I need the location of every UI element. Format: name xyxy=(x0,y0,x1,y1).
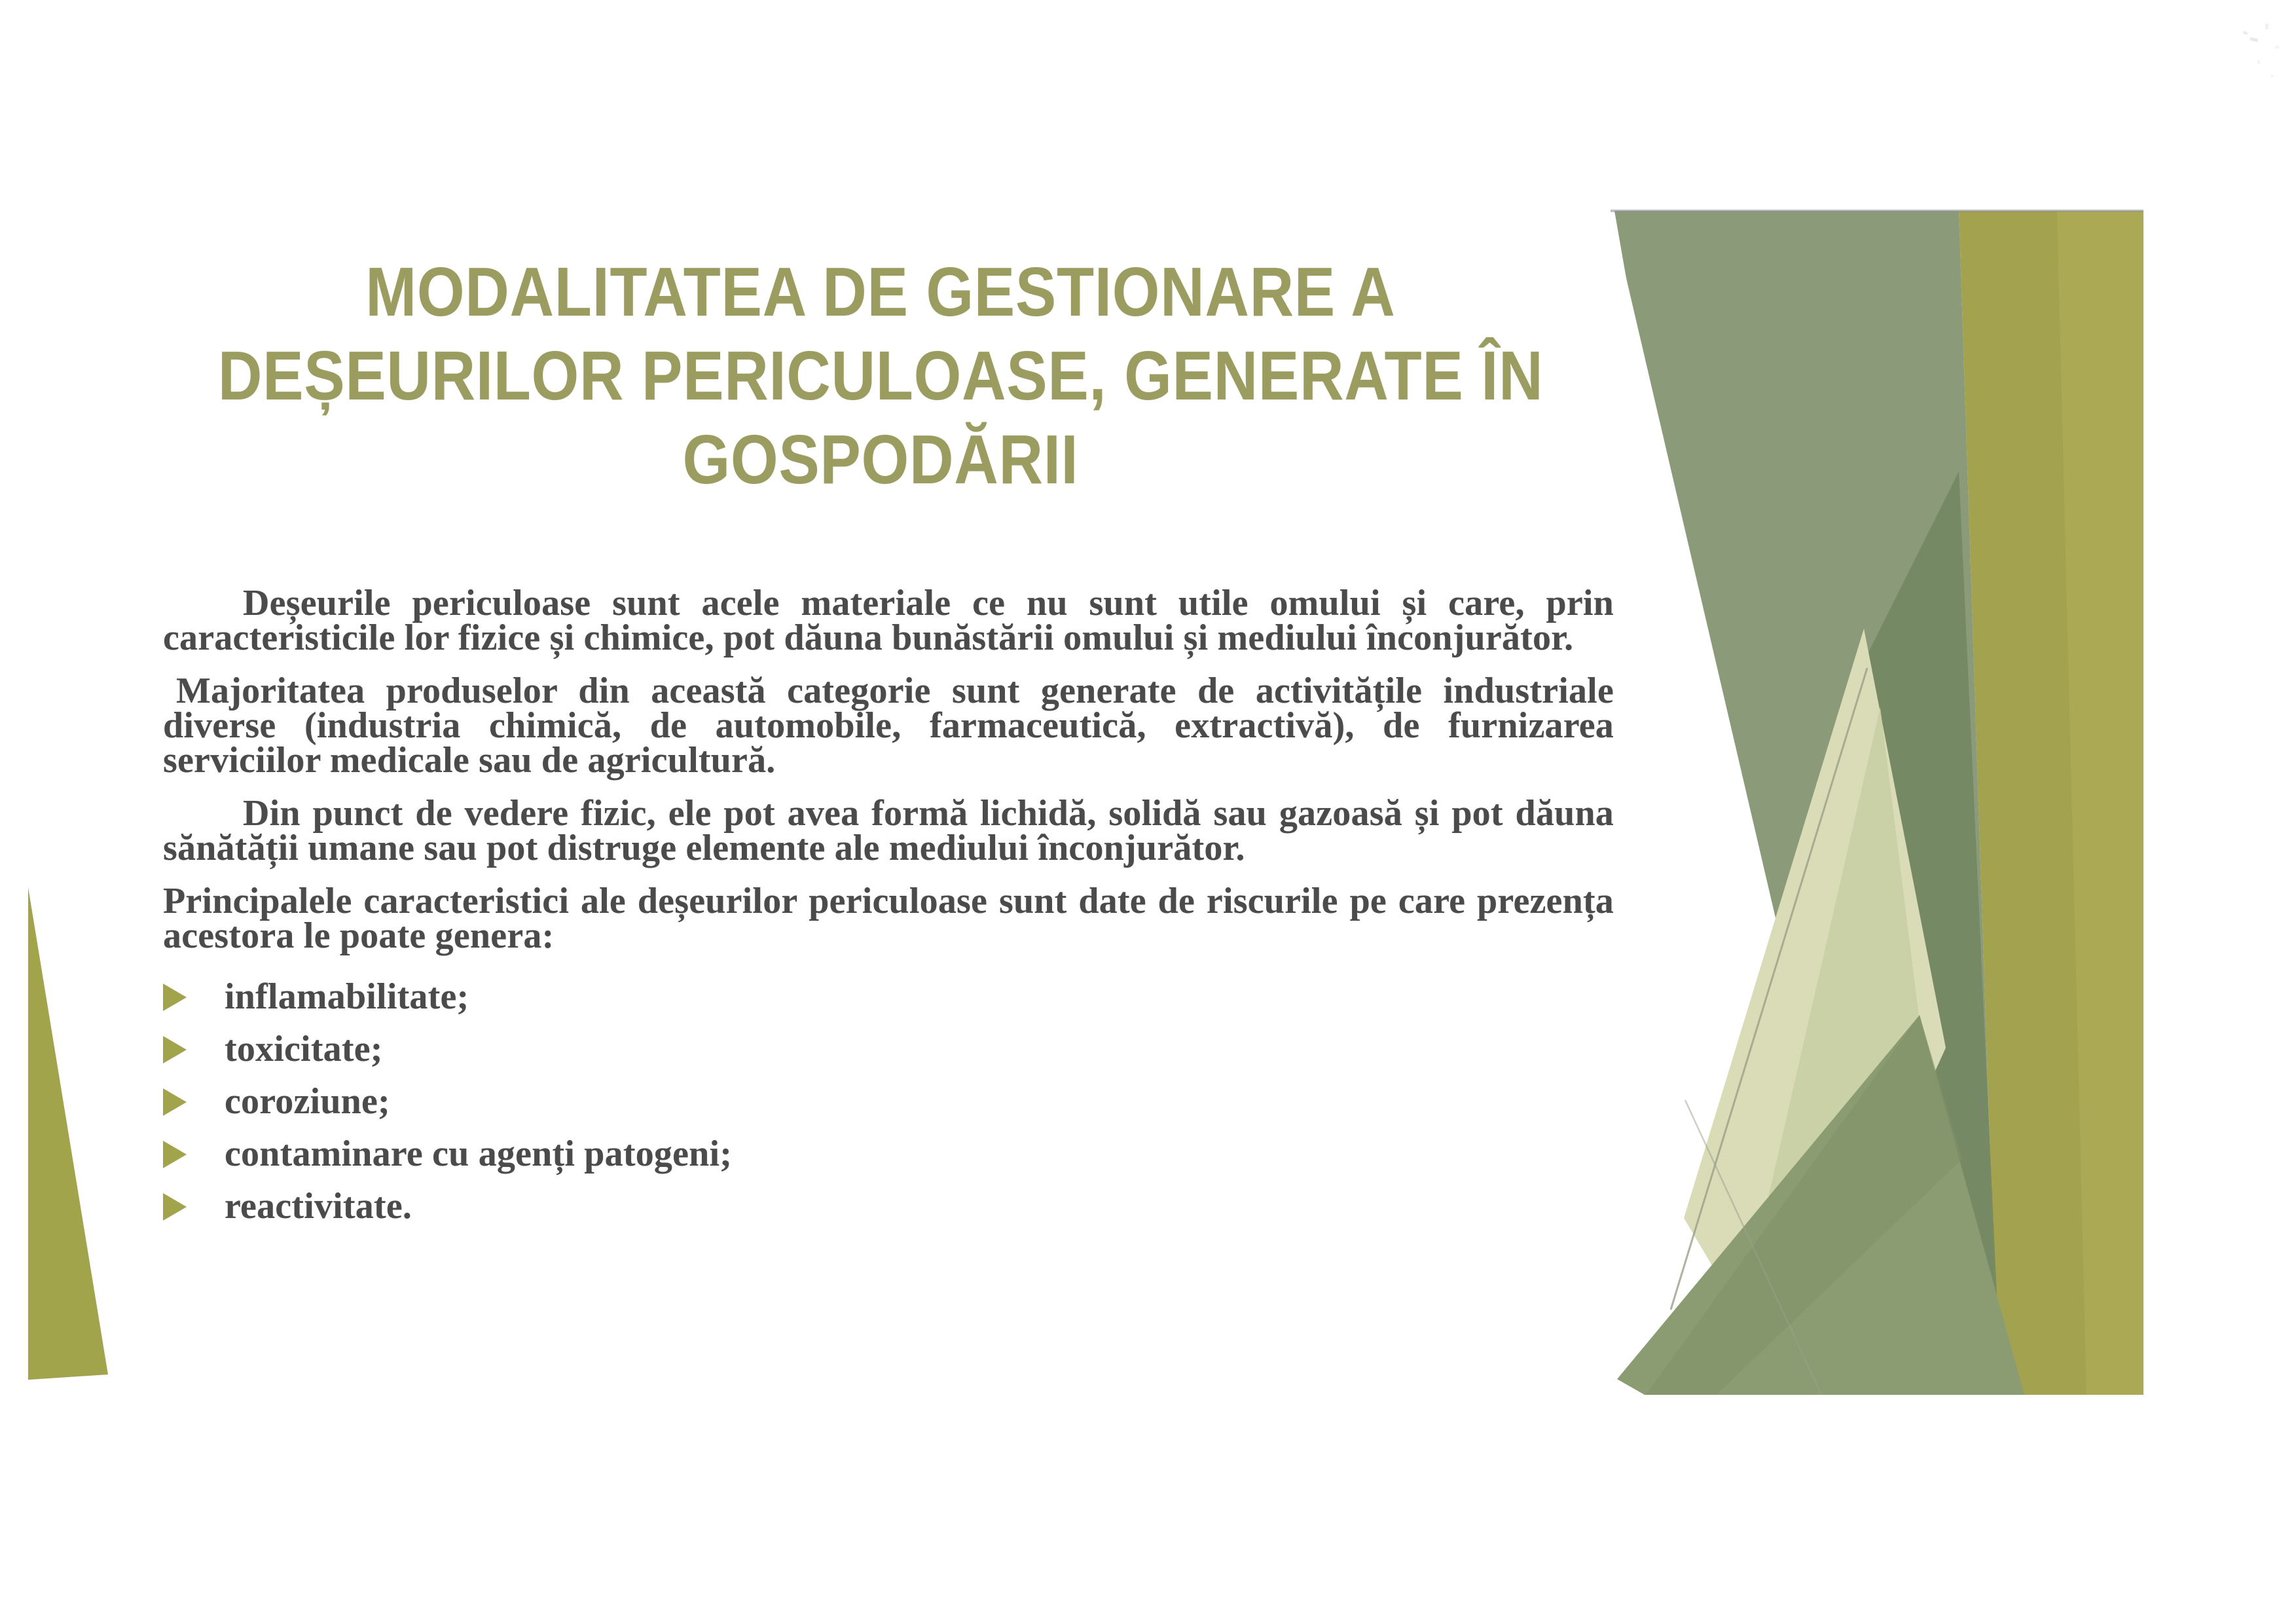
paragraph-4: Principalele caracteristici ale deșeurilor periculoase sunt date de riscurile pe care prezența acestora le poate genera: xyxy=(163,881,1614,956)
bullet-text: contaminare cu agenți patogeni; xyxy=(225,1134,733,1174)
triangle-right-icon xyxy=(163,1193,187,1221)
bullet-text: toxicitate; xyxy=(225,1029,383,1069)
title-line-1: MODALITATEA DE GESTIONARE A xyxy=(365,253,1396,331)
paragraph-1: Deșeurile periculoase sunt acele materiale ce nu sunt utile omului și care, prin caracteristicile lor fizice și chimice, pot dăuna bunăstării omului și mediului înconjurător. xyxy=(163,583,1614,658)
bullet-text: inflamabilitate; xyxy=(225,976,469,1017)
triangle-right-icon xyxy=(163,984,187,1011)
bullet-text: coroziune; xyxy=(225,1081,390,1122)
decor-right-facet-graphic xyxy=(1605,210,2143,1396)
bullet-text: reactivitate. xyxy=(225,1186,412,1227)
title-line-2: DEȘEURILOR PERICULOASE, GENERATE ÎN xyxy=(218,337,1544,415)
list-item xyxy=(163,1134,1614,1174)
body-text-block xyxy=(163,583,1614,1242)
page-title xyxy=(128,250,1633,502)
title-line-3: GOSPODĂRII xyxy=(682,421,1079,498)
triangle-right-icon xyxy=(163,1088,187,1116)
list-item xyxy=(163,1029,1614,1069)
decor-left-triangle xyxy=(25,884,117,1388)
list-item xyxy=(163,1081,1614,1122)
paragraph-3: Din punct de vedere fizic, ele pot avea formă lichidă, solidă sau gazoasă și pot dăuna sănătății umane sau pot distruge elemente ale mediului înconjurător. xyxy=(163,793,1614,868)
list-item xyxy=(163,976,1614,1017)
triangle-right-icon xyxy=(163,1141,187,1168)
triangle-right-icon xyxy=(163,1036,187,1063)
bullet-list xyxy=(163,976,1614,1227)
list-item xyxy=(163,1186,1614,1227)
scan-noise-artifact xyxy=(2187,12,2291,110)
paragraph-2: Majoritatea produselor din această categorie sunt generate de activitățile industriale diverse (industria chimică, de automobile, farmaceutică, extractivă), de furnizarea serviciilor medicale sau de agricultură. xyxy=(163,671,1614,781)
